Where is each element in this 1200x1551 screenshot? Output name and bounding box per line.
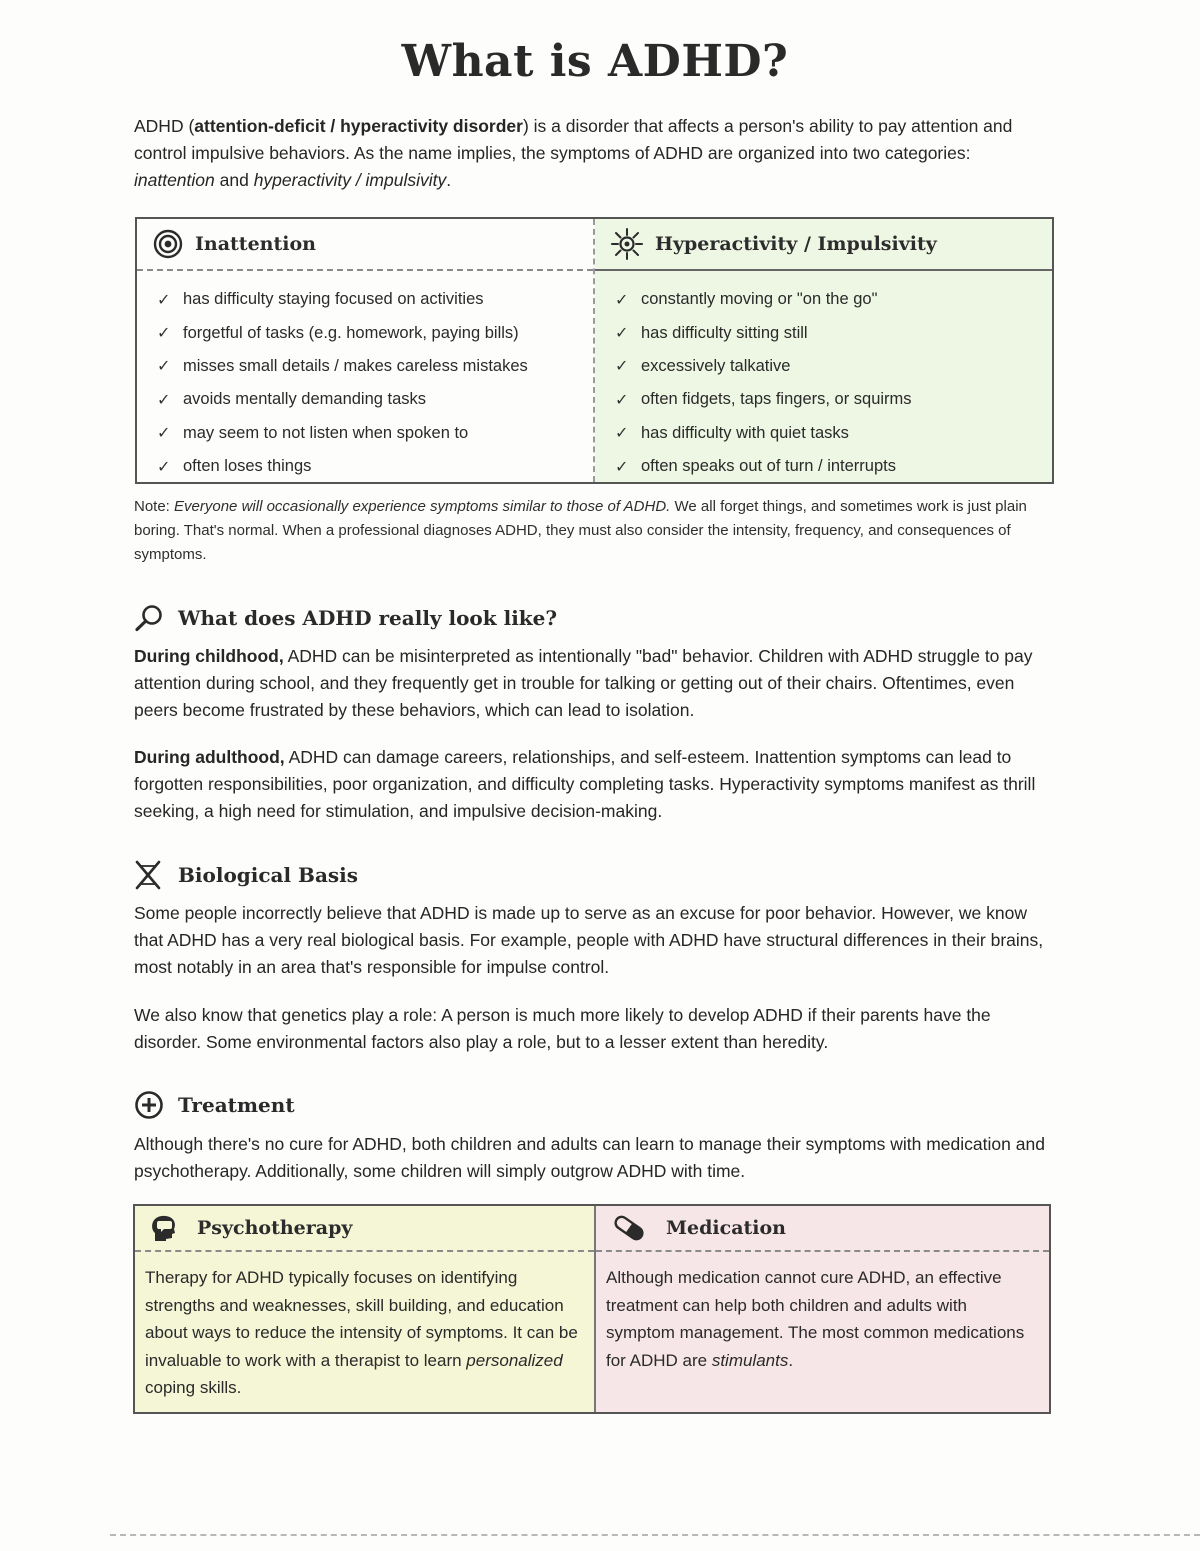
list-item — [615, 350, 1052, 383]
inattention-column — [137, 219, 595, 482]
treatment-paragraph: Although there's no cure for ADHD, both children and adults can learn to manage their symptoms with medication and psychotherapy. Additionally, some children will simply outgrow ADHD with time. — [134, 1134, 1045, 1181]
list-item-text: avoids mentally demanding tasks — [183, 390, 427, 409]
medication-heading: Medication — [666, 1217, 786, 1239]
list-item-text: misses small details / makes careless mistakes — [183, 356, 528, 375]
page-edge-divider — [110, 1534, 1200, 1536]
note-emphasis: Everyone will occasionally experience symptoms similar to those of ADHD. — [174, 498, 671, 515]
inattention-list — [137, 271, 593, 483]
psychotherapy-emphasis: personalized — [466, 1350, 563, 1370]
medication-header — [596, 1206, 1049, 1252]
intro-paragraph — [134, 113, 1054, 194]
treatment-table — [133, 1204, 1051, 1414]
list-item-text: may seem to not listen when spoken to — [183, 423, 469, 442]
intro-category-inattention: inattention — [134, 170, 215, 190]
intro-category-hyperactivity: hyperactivity / impulsivity — [253, 170, 447, 190]
page-title: What is ADHD? — [401, 36, 789, 87]
check-icon: ✓ — [615, 391, 629, 409]
list-item — [615, 383, 1052, 416]
list-item — [157, 316, 593, 349]
burst-icon — [611, 228, 643, 260]
check-icon: ✓ — [157, 425, 171, 443]
biological-paragraph-1: Some people incorrectly believe that ADHD is made up to serve as an excuse for poor behavior. However, we know that ADHD has a very real biological basis. For example, people with ADHD have structural differences in their brains, most notably in an area that's responsible for impulse control. — [134, 903, 1044, 977]
intro-term: attention-deficit / hyperactivity disorder — [194, 116, 523, 136]
check-icon: ✓ — [157, 325, 171, 343]
medication-column — [596, 1206, 1049, 1412]
medication-text — [596, 1252, 1049, 1374]
treatment-heading-text: Treatment — [178, 1093, 295, 1117]
check-icon: ✓ — [157, 358, 171, 376]
hyperactivity-heading: Hyperactivity / Impulsivity — [655, 233, 937, 255]
intro-text-end: . — [446, 170, 452, 190]
list-item — [615, 316, 1052, 349]
adulthood-lead: During adulthood, — [134, 747, 285, 767]
note-text: We all forget things, and sometimes work is just plain boring. That's normal. When a professional diagnoses ADHD, they must also consider the intensity, frequency, and consequences of symptoms. — [134, 498, 1027, 563]
intro-text-and: and — [214, 170, 254, 190]
list-item-text: excessively talkative — [641, 356, 791, 375]
list-item-text: forgetful of tasks (e.g. homework, paying bills) — [183, 323, 519, 342]
inattention-header — [137, 219, 593, 271]
psychotherapy-text-start: Therapy for ADHD typically focuses on identifying strengths and weaknesses, skill building, and education about ways to reduce the intensity of symptoms. It can be invaluable to work with a therapist to learn — [145, 1268, 578, 1370]
section-heading-treatment — [134, 1090, 295, 1120]
check-icon: ✓ — [615, 325, 629, 343]
pill-icon — [610, 1213, 648, 1243]
check-icon: ✓ — [615, 458, 629, 476]
list-item — [615, 417, 1052, 450]
biological-heading-text: Biological Basis — [178, 863, 359, 887]
childhood-text: ADHD can be misinterpreted as intentionally "bad" behavior. Children with ADHD struggle to pay attention during school, and they frequently get in trouble for talking or getting out of their chairs. Oftentimes, even peers become frustrated by these behaviors, which can lead to isolation. — [134, 646, 1033, 720]
symptoms-table — [135, 217, 1054, 484]
inattention-heading: Inattention — [195, 233, 316, 255]
magnifier-icon — [134, 604, 164, 632]
dna-icon — [134, 860, 162, 890]
target-icon — [153, 229, 183, 259]
childhood-lead: During childhood, — [134, 646, 284, 666]
psychotherapy-text — [135, 1252, 594, 1402]
check-icon: ✓ — [615, 425, 629, 443]
psychotherapy-text-end: coping skills. — [145, 1378, 242, 1397]
adulthood-text: ADHD can damage careers, relationships, and self-esteem. Inattention symptoms can lead to forgotten responsibilities, poor organization, and difficulty completing tasks. Hyperactivity symptoms manifest as thrill seeking, a high need for stimulation, and impulsive decision-making. — [134, 747, 1036, 821]
section-heading-look-like — [134, 603, 557, 633]
head-speech-icon — [149, 1213, 179, 1243]
list-item — [157, 450, 593, 483]
intro-text-middle: ) is a disorder that affects a person's ability to pay attention and control impulsive behaviors. As the name implies, the symptoms of ADHD are organized into two categories: — [134, 116, 1013, 163]
hyperactivity-list — [595, 271, 1052, 483]
intro-text-start: ADHD ( — [134, 116, 195, 136]
list-item — [157, 350, 593, 383]
hyperactivity-header — [595, 219, 1052, 271]
check-icon: ✓ — [615, 358, 629, 376]
medication-text-start: Although medication cannot cure ADHD, an effective treatment can help both children and adults with symptom management. The most common medications for ADHD are — [606, 1268, 1025, 1370]
medication-emphasis: stimulants — [711, 1350, 789, 1370]
plus-circle-icon — [134, 1090, 164, 1120]
psychotherapy-header — [135, 1206, 594, 1252]
check-icon: ✓ — [157, 291, 171, 309]
medication-text-end: . — [788, 1350, 794, 1370]
list-item-text: has difficulty sitting still — [641, 323, 808, 342]
look-like-heading-text: What does ADHD really look like? — [178, 606, 558, 630]
adulthood-paragraph — [134, 744, 1054, 825]
biological-paragraph-2: We also know that genetics play a role: A person is much more likely to develop ADHD if their parents have the disorder. Some environmental factors also play a role, but to a lesser extent than heredity. — [134, 1005, 991, 1052]
psychotherapy-heading: Psychotherapy — [197, 1217, 353, 1239]
list-item-text: often loses things — [183, 457, 312, 476]
check-icon: ✓ — [615, 291, 629, 309]
hyperactivity-column — [595, 219, 1052, 482]
check-icon: ✓ — [157, 391, 171, 409]
section-heading-biological — [134, 860, 358, 890]
psychotherapy-column — [135, 1206, 596, 1412]
list-item-text: often speaks out of turn / interrupts — [641, 457, 896, 476]
list-item-text: constantly moving or "on the go" — [641, 290, 878, 309]
list-item — [615, 283, 1052, 316]
childhood-paragraph — [134, 643, 1054, 724]
check-icon: ✓ — [157, 458, 171, 476]
note-label: Note: — [134, 498, 175, 515]
note-paragraph — [134, 495, 1059, 567]
list-item-text: often fidgets, taps fingers, or squirms — [641, 390, 912, 409]
list-item — [157, 283, 593, 316]
list-item — [615, 450, 1052, 483]
list-item-text: has difficulty staying focused on activities — [183, 290, 484, 309]
list-item-text: has difficulty with quiet tasks — [641, 423, 849, 442]
list-item — [157, 383, 593, 416]
list-item — [157, 417, 593, 450]
